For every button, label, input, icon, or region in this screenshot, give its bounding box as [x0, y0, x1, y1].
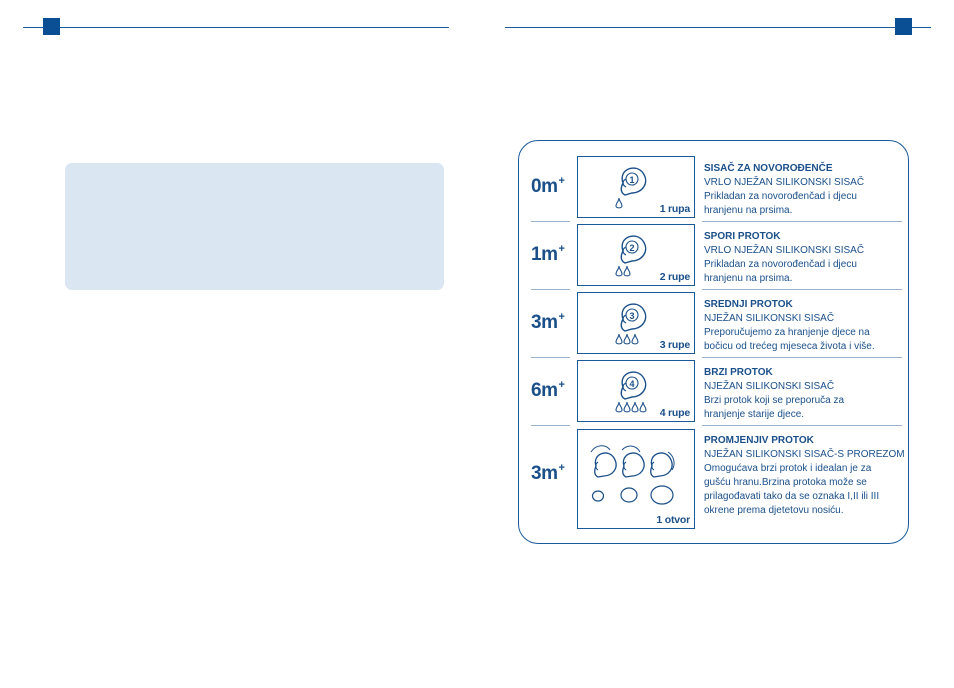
- age-label-1: 1m+: [531, 243, 565, 265]
- nipple-number: 3: [629, 311, 635, 321]
- drop-icon: [640, 402, 646, 412]
- flow-size-small-icon: [593, 491, 604, 501]
- row-text-line: Preporučujemo za hranjenje djece na: [704, 327, 870, 338]
- row-description-3: [704, 366, 909, 422]
- teat-image-box-0: [577, 156, 695, 218]
- row-subtitle: NJEŽAN SILIKONSKI SISAČ: [704, 381, 835, 392]
- age-separator: [531, 289, 570, 290]
- age-label-0: 0m+: [531, 175, 565, 197]
- page-marker-right: [895, 18, 912, 35]
- age-separator: [531, 425, 570, 426]
- row-text-line: Prikladan za novorođenčad i djecu: [704, 191, 857, 202]
- nipple-setting-2-icon: [622, 446, 644, 477]
- row-separator: [702, 289, 902, 290]
- row-text-line: hranjenje starije djece.: [704, 409, 805, 420]
- row-description-1: [704, 230, 909, 286]
- header-rule-left: [23, 27, 449, 28]
- row-title: SREDNJI PROTOK: [704, 299, 793, 310]
- row-text-line: hranjenu na prsima.: [704, 273, 793, 284]
- nipple-number: 1: [629, 175, 635, 185]
- header-rule-right: [505, 27, 931, 28]
- opening-count-label: 1 otvor: [656, 514, 690, 526]
- drop-icon: [624, 334, 630, 344]
- row-title: SPORI PROTOK: [704, 231, 781, 242]
- age-separator: [531, 357, 570, 358]
- drop-icon: [624, 266, 630, 276]
- info-panel: [65, 163, 444, 290]
- row-text-line: okrene prema djetetovu nosiću.: [704, 505, 844, 516]
- teat-image-box-variable: [577, 429, 695, 529]
- row-title: BRZI PROTOK: [704, 367, 773, 378]
- age-label-3: 6m+: [531, 379, 565, 401]
- flow-size-medium-icon: [621, 488, 637, 502]
- row-text-line: hranjenu na prsima.: [704, 205, 793, 216]
- nipple-setting-3-icon: [651, 452, 674, 477]
- row-text-line: Prikladan za novorođenčad i djecu: [704, 259, 857, 270]
- teat-image-box-3: [577, 360, 695, 422]
- drop-icon: [624, 402, 630, 412]
- age-label-4: 3m+: [531, 462, 565, 484]
- hole-count-label: 4 rupe: [659, 407, 690, 419]
- drop-icon: [616, 266, 622, 276]
- nipple-number: 4: [629, 379, 635, 389]
- row-text-line: bočicu od trećeg mjeseca života i više.: [704, 341, 875, 352]
- age-separator: [531, 221, 570, 222]
- drop-icon: [616, 334, 622, 344]
- hole-count-label: 1 rupa: [659, 203, 690, 215]
- row-subtitle: NJEŽAN SILIKONSKI SISAČ-S PROREZOM: [704, 449, 905, 460]
- row-text-line: Omogućava brzi protok i idealan je za: [704, 463, 872, 474]
- row-description-0: [704, 162, 909, 218]
- hole-count-label: 2 rupe: [659, 271, 690, 283]
- row-text-line: gušću hranu.Brzina protoka može se: [704, 477, 867, 488]
- nipple-number: 2: [629, 243, 635, 253]
- hole-count-label: 3 rupe: [659, 339, 690, 351]
- page-marker-left: [43, 18, 60, 35]
- row-separator: [702, 425, 902, 426]
- drop-icon: [616, 402, 622, 412]
- drop-icon: [632, 334, 638, 344]
- drop-icon: [616, 198, 622, 208]
- age-label-2: 3m+: [531, 311, 565, 333]
- row-text-line: prilagođavati tako da se oznaka I,II ili III: [704, 491, 880, 502]
- row-subtitle: VRLO NJEŽAN SILIKONSKI SISAČ: [704, 245, 865, 256]
- row-title: SISAČ ZA NOVOROĐENČE: [704, 163, 833, 174]
- row-subtitle: VRLO NJEŽAN SILIKONSKI SISAČ: [704, 177, 865, 188]
- drop-icon: [632, 402, 638, 412]
- row-text-line: Brzi protok koji se preporuča za: [704, 395, 845, 406]
- teat-image-box-2: [577, 292, 695, 354]
- row-separator: [702, 357, 902, 358]
- row-description-variable: [704, 434, 909, 518]
- row-subtitle: NJEŽAN SILIKONSKI SISAČ: [704, 313, 835, 324]
- row-separator: [702, 221, 902, 222]
- nipple-setting-1-icon: [591, 446, 616, 477]
- teat-image-box-1: [577, 224, 695, 286]
- row-description-2: [704, 298, 909, 354]
- row-title: PROMJENJIV PROTOK: [704, 435, 814, 446]
- flow-size-large-icon: [651, 486, 673, 504]
